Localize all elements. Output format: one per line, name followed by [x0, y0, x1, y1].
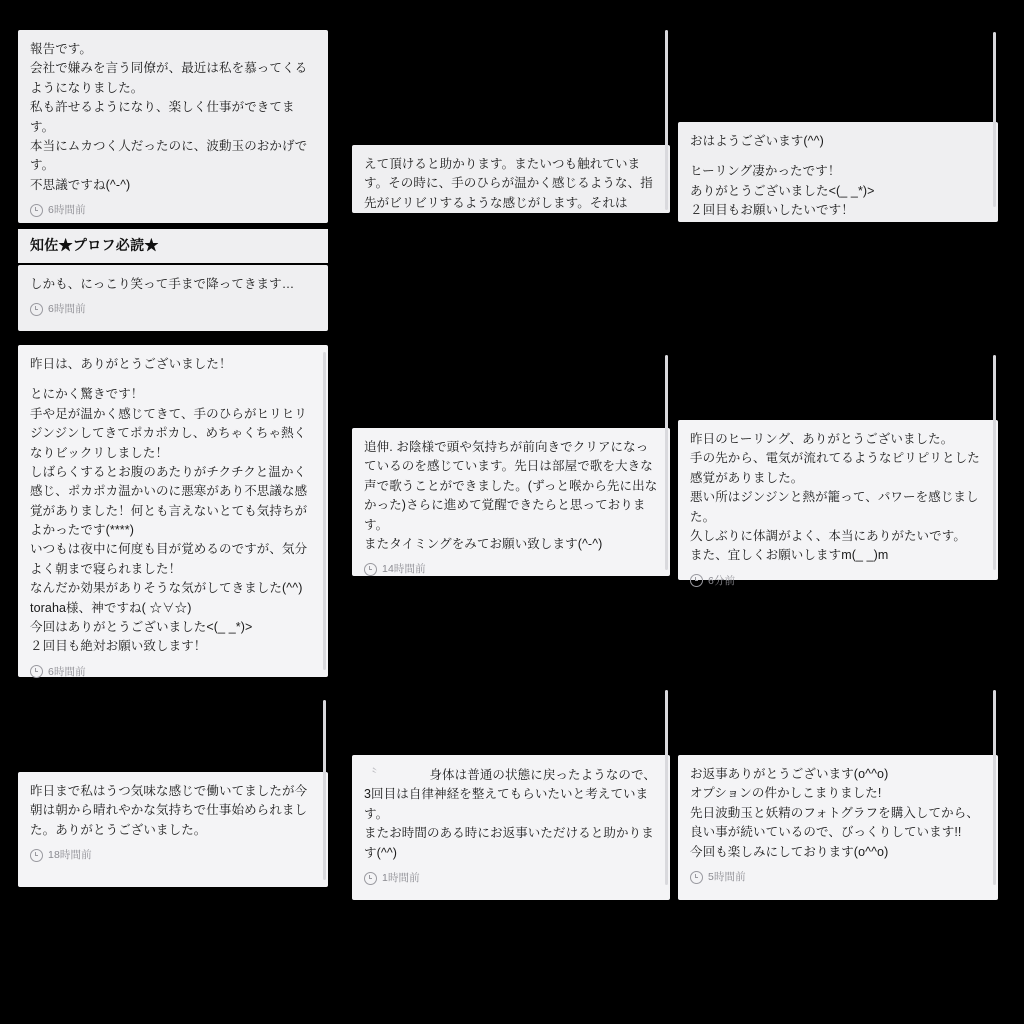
message-line: とにかく驚きです！ — [30, 387, 144, 402]
clock-icon — [30, 665, 43, 678]
timestamp-label: 5時間前 — [708, 870, 746, 883]
message-card[interactable] — [18, 30, 328, 223]
quote-mark: 〝 — [364, 767, 380, 782]
message-line: またお時間のある時にお返事いただけると助かります(^^) — [364, 826, 654, 860]
gap-right — [998, 0, 1024, 1024]
message-line: ありがとうございました<(_ _*)> — [690, 183, 875, 198]
message-line: またタイミングをみてお願い致します(^-^) — [364, 536, 603, 551]
message-line: 今回はありがとうございました<(_ _*)> — [30, 619, 253, 634]
timestamp-label: 18時間前 — [48, 849, 92, 862]
message-card[interactable] — [18, 265, 328, 331]
message-line: ヒーリング凄かったです！ — [690, 164, 841, 179]
message-line: えて頂けると助かります。またいつも触れています。その時に、手のひらが温かく感じるような、指先がビリビリするような感じがします。それは — [364, 157, 653, 210]
message-line: ２回目もお願いしたいです！ — [690, 203, 854, 218]
message-line-text: 身体は普通の状態に戻ったようなので、3回目は自律神経を整えてもらいたいと考えています。 — [364, 768, 656, 821]
message-card[interactable] — [352, 145, 670, 213]
clock-icon — [690, 574, 703, 587]
message-line: ２回目も絶対お願い致します！ — [30, 639, 207, 654]
message-line — [364, 765, 658, 824]
clock-icon — [364, 563, 377, 576]
scrollbar[interactable] — [665, 30, 668, 210]
timestamp-label: 6時間前 — [48, 303, 86, 316]
scrollbar[interactable] — [665, 355, 668, 570]
sender-name: 知佐★プロフ必読★ — [30, 237, 159, 253]
timestamp — [30, 847, 316, 863]
scrollbar[interactable] — [323, 352, 326, 670]
timestamp-label: 14時間前 — [382, 563, 426, 576]
message-line: また、宜しくお願いしますm(_ _)m — [690, 548, 889, 563]
message-line: 先日波動玉と妖精のフォトグラフを購入してから、良い事が続いているので、びっくりしています!! — [690, 805, 979, 840]
message-card[interactable] — [678, 420, 998, 587]
sender-name-bar[interactable] — [18, 229, 328, 263]
message-line: 悪い所はジンジンと熱が籠って、パワーを感じました。 — [690, 490, 979, 524]
scrollbar[interactable] — [993, 690, 996, 885]
message-line: しかも、にっこり笑って手まで降ってきます… — [30, 277, 295, 291]
message-card[interactable] — [352, 428, 670, 576]
message-card[interactable] — [18, 772, 328, 887]
gap-left — [0, 0, 18, 1024]
clock-icon — [690, 871, 703, 884]
timestamp — [30, 664, 316, 680]
message-card[interactable] — [678, 755, 998, 900]
clock-icon — [30, 204, 43, 217]
timestamp — [690, 869, 986, 885]
column-right — [678, 0, 998, 1024]
message-card[interactable] — [352, 755, 670, 900]
timestamp — [30, 301, 316, 317]
message-line: 手や足が温かく感じてきて、手のひらがヒリヒリジンジンしてきてポカポカし、めちゃくちゃ熱くなりビックリしました！ — [30, 406, 307, 460]
column-left — [18, 0, 328, 1024]
timestamp — [30, 202, 316, 218]
clock-icon — [364, 872, 377, 885]
gap-bottom — [0, 1012, 1024, 1024]
message-card[interactable] — [678, 122, 998, 222]
gap-col-2-3 — [670, 0, 678, 1024]
timestamp-label: 6分前 — [708, 574, 736, 587]
message-line: 不思議ですね(^-^) — [30, 177, 131, 192]
message-line: 私も許せるようになり、楽しく仕事ができてます。 — [30, 100, 295, 134]
clock-icon — [30, 849, 43, 862]
gap-col-1-2 — [328, 0, 352, 1024]
timestamp — [364, 561, 658, 577]
message-line: 久しぶりに体調がよく、本当にありがたいです。 — [690, 528, 966, 543]
scrollbar[interactable] — [993, 355, 996, 570]
message-line: toraha様、神ですね( ☆∀☆) — [30, 600, 192, 615]
message-heading: 昨日は、ありがとうございました！ — [30, 357, 232, 371]
message-line: なんだか効果がありそうな気がしてきました(^^) — [30, 581, 303, 596]
column-center — [352, 0, 670, 1024]
timestamp — [364, 870, 658, 886]
message-line: 今回も楽しみにしております(o^^o) — [690, 844, 889, 859]
message-line: しばらくするとお腹のあたりがチクチクと温かく感じ、ポカポカ温かいのに悪寒があり不思議な感覚がありました！何とも言えないとても気持ちがよかったです(****) — [30, 464, 308, 537]
message-line: お返事ありがとうございます(o^^o) — [690, 767, 889, 781]
timestamp-label: 6時間前 — [48, 204, 86, 216]
message-line: 昨日まで私はうつ気味な感じで働いてましたが今朝は朝から晴れやかな気持ちで仕事始められました。ありがとうございました。 — [30, 784, 308, 837]
message-line: いつもは夜中に何度も目が覚めるのですが、気分よく朝まで寝られました！ — [30, 542, 308, 576]
scrollbar[interactable] — [665, 690, 668, 885]
message-line: 追伸. お陰様で頭や気持ちが前向きでクリアになっているのを感じています。先日は部屋で歌を大きな声で歌うことができました。(ずっと喉から先に出なかった)さらに進めて覚醒できたらと思っております。 — [364, 440, 658, 532]
message-line: オプションの件かしこまりました! — [690, 786, 882, 801]
message-line: 本当にムカつく人だったのに、波動玉のおかげです。 — [30, 138, 308, 173]
message-line: 報告です。 — [30, 42, 93, 56]
message-line: 昨日のヒーリング、ありがとうございました。 — [690, 432, 954, 446]
gap-top — [0, 0, 1024, 30]
message-line: おはようございます(^^) — [690, 134, 824, 148]
scrollbar[interactable] — [993, 32, 996, 207]
message-line: 手の先から、電気が流れてるようなピリピリとした感覚がありました。 — [690, 451, 980, 485]
scrollbar[interactable] — [323, 700, 326, 880]
message-card[interactable] — [18, 345, 328, 677]
timestamp-label: 1時間前 — [382, 871, 420, 884]
clock-icon — [30, 303, 43, 316]
timestamp-label: 6時間前 — [48, 665, 86, 678]
timestamp — [690, 573, 986, 589]
message-line: 会社で嫌みを言う同僚が、最近は私を慕ってくるようになりました。 — [30, 61, 308, 95]
